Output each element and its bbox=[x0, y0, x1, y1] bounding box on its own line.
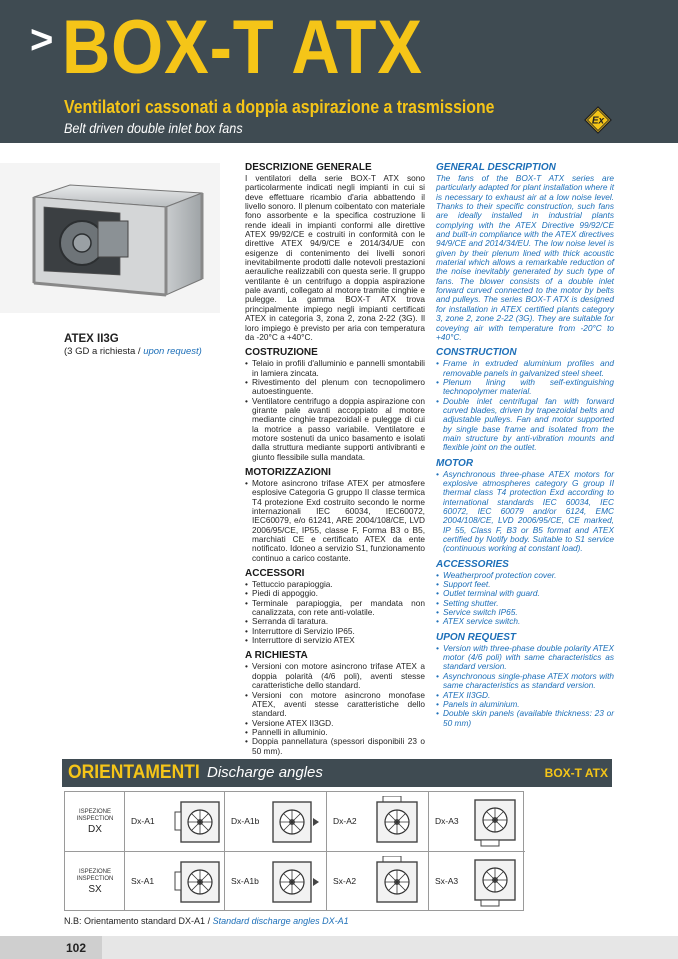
section-heading: ACCESSORI bbox=[245, 568, 305, 580]
section-heading: ACCESSORIES bbox=[436, 558, 509, 570]
list-item: • Double inlet centrifugal fan with forward curved blades, driven by trapezoidal belts and adjustable pulleys. Fan and motor supported by single base frame and isolated from the main structure by anti-vibration mounts and flexible joint on the outlet. bbox=[436, 397, 614, 453]
inspection-label-it: ISPEZIONE bbox=[78, 809, 111, 815]
list-item: • Serranda di taratura. bbox=[245, 617, 425, 626]
orientation-product: BOX-T ATX bbox=[544, 766, 608, 780]
atex-logo-text: Ex bbox=[591, 115, 605, 127]
section-upon-request bbox=[436, 632, 614, 728]
fan-diagram-icon bbox=[471, 858, 519, 908]
section-costruzione bbox=[245, 347, 425, 462]
atex-note-english: upon request) bbox=[143, 346, 202, 357]
list-item: • Tettuccio parapioggia. bbox=[245, 580, 425, 589]
subtitle-italian: Ventilatori cassonati a doppia aspirazione a trasmissione bbox=[64, 97, 495, 117]
list-item: • Rivestimento del plenum con tecnopolimero autoestinguente. bbox=[245, 378, 425, 397]
list-item: • Support feet. bbox=[436, 580, 614, 589]
list-item: • Doppia pannellatura (spessori disponibili 23 o 50 mm). bbox=[245, 737, 425, 756]
orientation-subtitle: Discharge angles bbox=[207, 764, 323, 781]
list-item: • Asynchronous three-phase ATEX motors for explosive atmospheres category G group II thermal class T4 protection Exd according to international standards IEC 60034, IEC 60072, IEC 60079 and/or 6124, EMC 2004/108/CE, LVD 2006/95/CE, CE marked, IP 55, Class F, B3 or B5 format and ATEX certified by Notify body. Suitable to S1 service (continuous working at constant load). bbox=[436, 470, 614, 554]
list-item: • Pannelli in alluminio. bbox=[245, 728, 425, 737]
page-number-box bbox=[0, 936, 102, 959]
fan-diagram-icon bbox=[271, 860, 321, 904]
list-item: • Frame in extruded aluminium profiles and removable panels in galvanized steel sheet. bbox=[436, 359, 614, 378]
section-heading: CONSTRUCTION bbox=[436, 347, 517, 359]
italian-column bbox=[245, 162, 425, 761]
fan-diagram-icon bbox=[271, 800, 321, 844]
list-item: • Terminale parapioggia, per mandata non canalizzata, con rete anti-volatile. bbox=[245, 599, 425, 618]
section-descrizione-generale bbox=[245, 162, 425, 342]
atex-title: ATEX II3G bbox=[64, 333, 119, 345]
inspection-cell-dx bbox=[65, 792, 125, 852]
list-item: • Versioni con motore asincrono trifase ATEX a doppia polarità (4/6 poli), aventi stesse caratteristiche dello standard. bbox=[245, 662, 425, 690]
list-item: • Version with three-phase double polarity ATEX motor (4/6 poli) with same characteristics as standard version. bbox=[436, 644, 614, 672]
note-english: Standard discharge angles DX-A1 bbox=[212, 916, 349, 926]
fan-diagram-icon bbox=[373, 796, 421, 846]
section-a-richiesta bbox=[245, 650, 425, 755]
section-construction bbox=[436, 347, 614, 452]
inspection-label-en: INSPECTION bbox=[76, 816, 114, 822]
orientation-label: Dx-A3 bbox=[435, 816, 459, 826]
atex-ex-logo-icon bbox=[584, 106, 612, 134]
orientation-label: Sx-A3 bbox=[435, 876, 459, 886]
list-item: • Asynchronous single-phase ATEX motors with same characteristics as standard version. bbox=[436, 672, 614, 691]
list-item: • Telaio in profili d'alluminio e pannelli smontabili in lamiera zincata. bbox=[245, 359, 425, 378]
list-item: • Ventilatore centrifugo a doppia aspirazione con girante pale avanti accoppiato al motore mediante cinghie trapezoidali e pulegge di cui la motrice a passo variabile. Ventilatore e motore sostenuti da unico basamento e isolati dalla struttura mediante supporti antivibranti e giunto flessibile sulla mandata. bbox=[245, 397, 425, 462]
orientation-label: Sx-A1b bbox=[231, 876, 259, 886]
section-heading: DESCRIZIONE GENERALE bbox=[245, 162, 372, 173]
list-item: • ATEX service switch. bbox=[436, 617, 614, 626]
list-item: • Interruttore di servizio ATEX bbox=[245, 636, 425, 645]
section-accessori bbox=[245, 568, 425, 645]
list-item: • Motore asincrono trifase ATEX per atmosfere esplosive Categoria G gruppo II classe termica T4 protezione Exd costruito secondo le norme internazionali IEC 60034, IEC60072, IEC60079, e/o 61241, ARE 2004/108/CE, LVD 2006/95/CE, IP55, classe F, Forma B3 o B5, marchiati CE e certificato ATEX da ente notificato. Idoneo a servizio S1, funzionamento continuo a carico costante. bbox=[245, 479, 425, 563]
list-item: • Interruttore di Servizio IP65. bbox=[245, 627, 425, 636]
page-number: 102 bbox=[66, 941, 87, 955]
inspection-label-en: INSPECTION bbox=[76, 876, 114, 882]
list-item: • Plenum lining with self-extinguishing technopolymer material. bbox=[436, 378, 614, 397]
orientation-label: Sx-A2 bbox=[333, 876, 357, 886]
orientation-band bbox=[62, 759, 612, 787]
section-heading: MOTORIZZAZIONI bbox=[245, 466, 331, 478]
fan-diagram-icon bbox=[173, 860, 221, 904]
orientation-cell bbox=[429, 792, 525, 852]
list-item: • Outlet terminal with guard. bbox=[436, 589, 614, 598]
box-fan-illustration bbox=[0, 163, 220, 313]
subtitle-english: Belt driven double inlet box fans bbox=[64, 120, 243, 136]
discharge-angles-grid bbox=[64, 791, 524, 911]
orientation-cell bbox=[225, 792, 327, 852]
section-heading: A RICHIESTA bbox=[245, 650, 308, 662]
orientation-label: Dx-A1b bbox=[231, 816, 260, 826]
inspection-cell-sx bbox=[65, 852, 125, 911]
orientation-cell bbox=[125, 852, 225, 911]
inspection-side: DX bbox=[88, 824, 102, 835]
product-photo bbox=[0, 163, 220, 313]
section-text: I ventilatori della serie BOX-T ATX sono particolarmente indicati negli impianti in cui si deve effettuare ricambio d'aria abbattendo il livello sonoro. Il plenum coibentato con materiale fono assorbente e la specifica costruzione li rende ideali in impianti conformi alle direttive ATEX 99/92/CE e costruiti in conformità con le direttive ATEX 94/9/CE e 2014/34/UE con esigenze di contenimento dei livelli sonori inevitabilmente prodotti dalle notevoli prestazioni aerauliche realizzabili con questa serie. Il gruppo ventilante è un centrifugo a doppia aspirazione pale avanti, collegato al motore tramite cinghie e pulegge. La gamma BOX-T ATX trova principalmente impiego negli impianti certificati ATEX in categoria 3, zona 2, zona 2-22 (3G). Il loro impiego è previsto per aria con temperatura da -20°C a +40°C. bbox=[245, 173, 425, 342]
list-item: • Setting shutter. bbox=[436, 599, 614, 608]
section-text: The fans of the BOX-T ATX series are particularly adapted for plant installation where it is necessary to exhaust air at a low noise level. Thanks to their specific construction, such fans are ideally installed in industrial plants complying with the ATEX Directive 99/92/CE and built-in compliance with the ATEX directives 94/9/CE and 2014/34/EU. The low noise level is given by their plenum lined with thick acoustic material which allows a remarkable reduction of the noise inevitably generated by such type of fans. The blower consists of a double inlet forward curved connected to the motor by belts and pulleys. The series BOX-T ATX is designed for installation in ATEX certified plants category 3, zone 2, zone 2-22 (3G). They are suitable for coveying air with temperature from -20°C to +40°C. bbox=[436, 173, 614, 342]
atex-classification bbox=[64, 333, 234, 357]
page-title: BOX-T ATX bbox=[62, 5, 423, 90]
section-general-description bbox=[436, 162, 614, 342]
list-item: • ATEX II3GD. bbox=[436, 691, 614, 700]
list-item: • Service switch IP65. bbox=[436, 608, 614, 617]
fan-diagram-icon bbox=[373, 856, 421, 906]
orientation-cell bbox=[327, 852, 429, 911]
list-item: • Panels in aluminium. bbox=[436, 700, 614, 709]
section-motorizzazioni bbox=[245, 467, 425, 563]
orientation-cell bbox=[125, 792, 225, 852]
atex-note bbox=[64, 346, 234, 357]
header-band bbox=[0, 0, 678, 143]
section-motor bbox=[436, 458, 614, 554]
orientation-label: Dx-A1 bbox=[131, 816, 155, 826]
section-accessories bbox=[436, 559, 614, 627]
orientation-label: Sx-A1 bbox=[131, 876, 155, 886]
orientation-cell bbox=[327, 792, 429, 852]
list-item: • Versioni con motore asincrono monofase ATEX, aventi stesse caratteristiche dello standard. bbox=[245, 691, 425, 719]
english-column bbox=[436, 162, 614, 733]
section-heading: MOTOR bbox=[436, 457, 474, 469]
orientation-cell bbox=[429, 852, 525, 911]
inspection-side: SX bbox=[88, 884, 102, 895]
section-heading: GENERAL DESCRIPTION bbox=[436, 162, 556, 173]
fan-diagram-icon bbox=[173, 800, 221, 844]
list-item: • Weatherproof protection cover. bbox=[436, 571, 614, 580]
section-heading: UPON REQUEST bbox=[436, 631, 517, 643]
section-heading: COSTRUZIONE bbox=[245, 347, 318, 359]
fan-diagram-icon bbox=[471, 798, 519, 848]
note-italian: N.B: Orientamento standard DX-A1 / bbox=[64, 916, 213, 926]
orientation-cell bbox=[225, 852, 327, 911]
standard-orientation-note bbox=[64, 916, 349, 926]
header-chevron: > bbox=[30, 18, 54, 62]
list-item: • Versione ATEX II3GD. bbox=[245, 719, 425, 728]
list-item: • Piedi di appoggio. bbox=[245, 589, 425, 598]
orientation-title: ORIENTAMENTI bbox=[68, 762, 200, 783]
list-item: • Double skin panels (available thickness: 23 or 50 mm) bbox=[436, 709, 614, 728]
inspection-label-it: ISPEZIONE bbox=[78, 869, 111, 875]
orientation-label: Dx-A2 bbox=[333, 816, 357, 826]
atex-note-italian: (3 GD a richiesta / bbox=[64, 346, 144, 357]
